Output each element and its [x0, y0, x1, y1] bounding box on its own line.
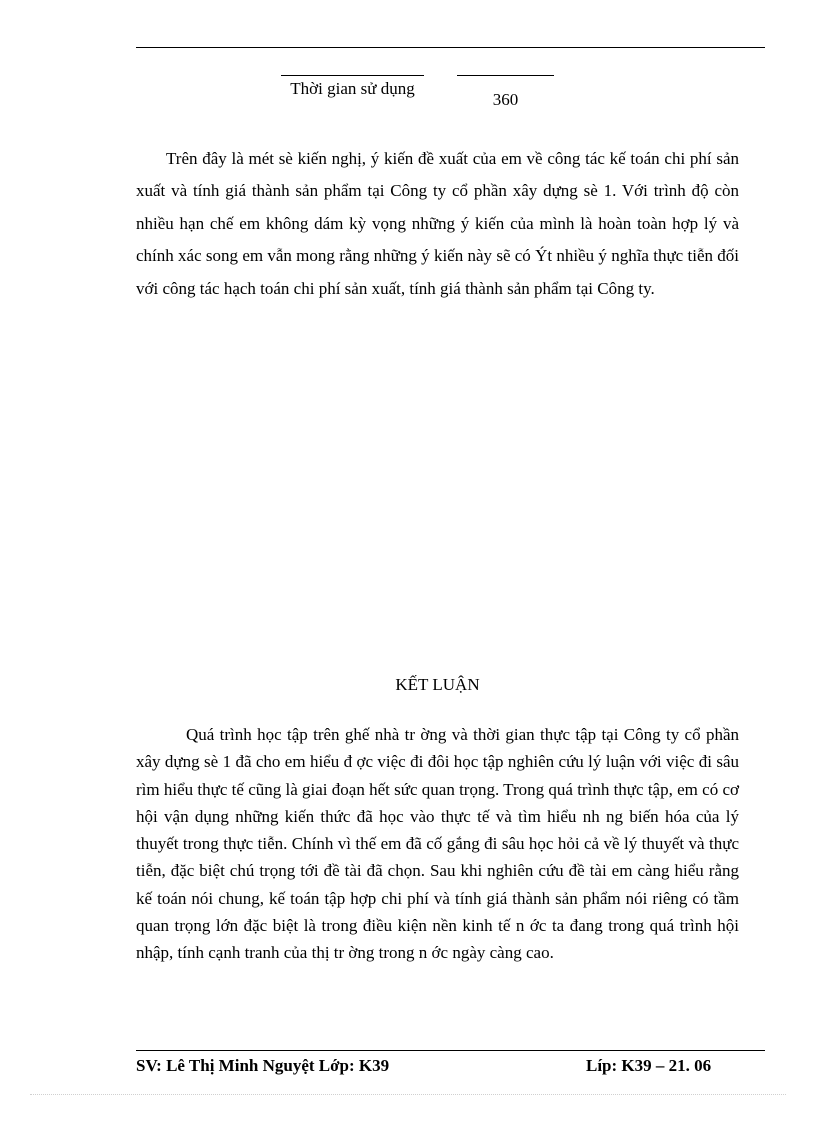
table-label-usage-time: Thời gian sử dụng	[290, 79, 415, 98]
footer-rule	[136, 1050, 765, 1051]
page-bottom-divider	[30, 1094, 786, 1095]
table-cell-border-value	[457, 75, 554, 76]
conclusion-heading: KẾT LUẬN	[395, 675, 480, 694]
table-value-usage-time: 360	[492, 90, 519, 109]
footer-class-info: Líp: K39 – 21. 06	[586, 1056, 712, 1075]
conclusion-paragraph: Quá trình học tập trên ghế nhà tr ờng và thời gian thực tập tại Công ty cổ phần xây dựng sè 1 đã cho em hiểu đ ợc việc đi đôi học tập nghiên cứu lý luận với việc đi sâu rìm hiểu thực tế cũng là giai đoạn hết sức quan trọng. Trong quá trình thực tập, em có cơ hội vận dụng những kiến thức đã học vào thực tế và tìm hiểu nh ng biến hóa của lý thuyết trong thực tiễn. Chính vì thế em đã cố gắng đi sâu học hỏi cả về lý thuyết và thực tiễn, đặc biệt chú trọng tới đề tài đã chọn. Sau khi nghiên cứu đề tài em càng hiểu rằng kế toán nói chung, kế toán tập hợp chi phí và tính giá thành sản phẩm nói riêng có tầm quan trọng lớn đặc biệt là trong điều kiện nền kinh tế n ớc ta đang trong quá trình hội nhập, tính cạnh tranh của thị tr ờng trong n ớc ngày càng cao.	[136, 725, 739, 963]
header-rule	[136, 47, 765, 48]
footer-student-info: SV: Lê Thị Minh Nguyệt Lớp: K39	[136, 1056, 390, 1075]
table-cell-border-label	[281, 75, 424, 76]
recommendation-paragraph: Trên đây là mét sè kiến nghị, ý kiến đề xuất của em về công tác kế toán chi phí sản xuất và tính giá thành sản phẩm tại Công ty cổ phần xây dựng sè 1. Với trình độ còn nhiều hạn chế em không dám kỳ vọng những ý kiến của mình là hoàn toàn hợp lý và chính xác song em vẫn mong rằng những ý kiến này sẽ có Ýt nhiều ý nghĩa thực tiễn đối với công tác hạch toán chi phí sản xuất, tính giá thành sản phẩm tại Công ty.	[136, 149, 739, 298]
